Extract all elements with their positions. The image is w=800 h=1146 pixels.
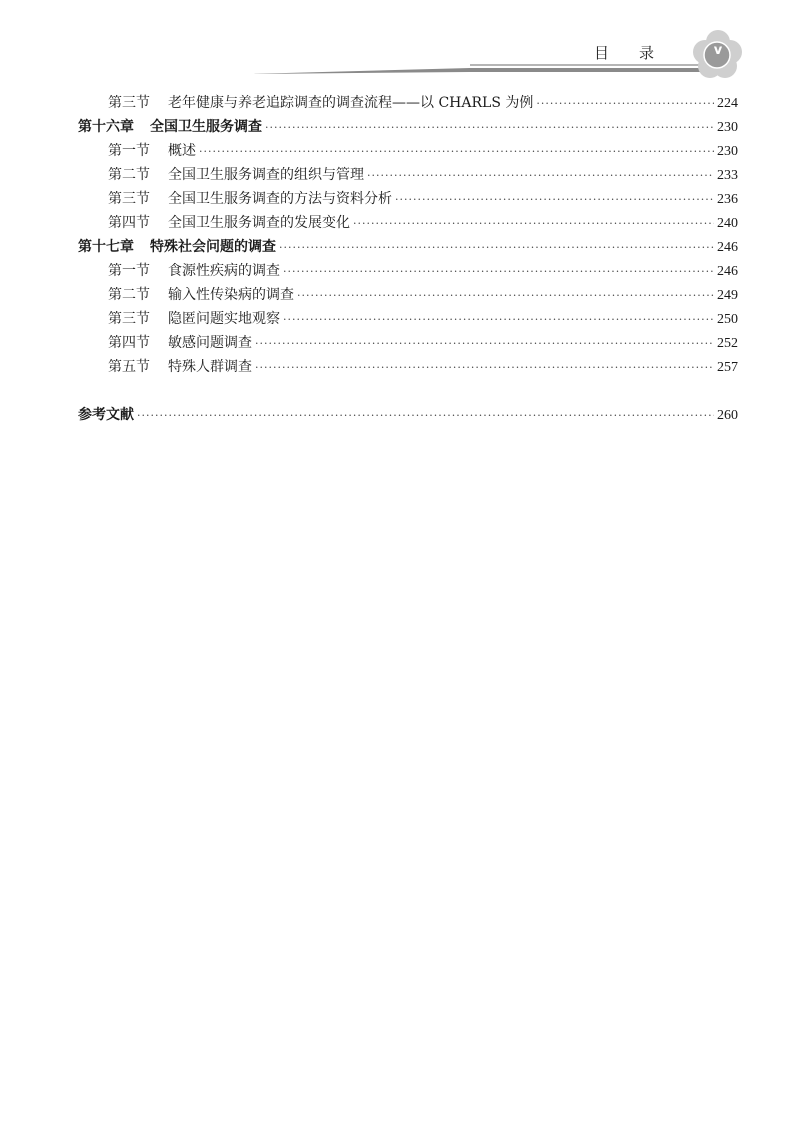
- toc-section-row[interactable]: [78, 307, 738, 331]
- toc-section-row[interactable]: [78, 355, 738, 379]
- toc-entry-title: [108, 259, 280, 283]
- toc-section-row[interactable]: [78, 259, 738, 283]
- toc-entry-title: [108, 307, 280, 331]
- toc-chapter-row[interactable]: [78, 235, 738, 259]
- toc-entry-label: 第一节: [108, 263, 150, 279]
- toc-entry-text: 参考文献: [78, 407, 134, 423]
- toc-page-number: 240: [717, 216, 738, 231]
- toc-entry-title: [108, 331, 252, 355]
- toc-section-row[interactable]: [78, 211, 738, 235]
- toc-entry-label: 第三节: [108, 95, 150, 111]
- toc-page-number: 249: [717, 288, 738, 303]
- toc-leader-dots: [367, 164, 714, 188]
- toc-page-number: 246: [717, 240, 738, 255]
- toc-page-number: 257: [717, 360, 738, 375]
- toc-page-number: 230: [717, 144, 738, 159]
- toc-entry-text: 全国卫生服务调查: [150, 119, 262, 135]
- toc-leader-dots: [255, 332, 714, 356]
- page-header: [0, 0, 800, 90]
- toc-entry-text: 特殊社会问题的调查: [150, 239, 276, 255]
- toc-page-number: 224: [717, 96, 738, 111]
- page-number-badge: v: [713, 43, 723, 58]
- toc-entry-label: 第三节: [108, 311, 150, 327]
- toc-entry-text: 敏感问题调查: [168, 335, 252, 351]
- toc-entry-title: [108, 91, 533, 115]
- toc-entry-text: 全国卫生服务调查的发展变化: [168, 215, 350, 231]
- toc-page-number: 246: [717, 264, 738, 279]
- toc-entry-text: 全国卫生服务调查的方法与资料分析: [168, 191, 392, 207]
- toc-page-number: 252: [717, 336, 738, 351]
- toc-entry-title: [108, 163, 364, 187]
- toc-entry-title: [78, 235, 276, 259]
- header-title: 目录: [593, 44, 684, 62]
- toc-entry-label: 第四节: [108, 215, 150, 231]
- toc-entry-title: [108, 187, 392, 211]
- toc-entry-title: [108, 283, 294, 307]
- toc-entry-label: 第十七章: [78, 239, 134, 255]
- toc-leader-dots: [536, 92, 714, 116]
- toc-section-row[interactable]: [78, 139, 738, 163]
- toc-entry-text: 隐匿问题实地观察: [168, 311, 280, 327]
- toc-entry-text: 输入性传染病的调查: [168, 287, 294, 303]
- toc-page-number: 260: [717, 408, 738, 423]
- toc-chapter-row[interactable]: [78, 403, 738, 427]
- toc-entry-text: 特殊人群调查: [168, 359, 252, 375]
- toc-entry-text: 老年健康与养老追踪调查的调查流程——以 CHARLS 为例: [168, 95, 534, 111]
- toc-chapter-row[interactable]: [78, 115, 738, 139]
- toc-leader-dots: [283, 308, 714, 332]
- toc-entry-title: [108, 355, 252, 379]
- toc-section-row[interactable]: [78, 331, 738, 355]
- toc-leader-dots: [279, 236, 714, 260]
- page-badge: [692, 28, 744, 80]
- toc-leader-dots: [199, 140, 714, 164]
- toc-page-number: 230: [717, 120, 738, 135]
- toc-entry-text: 全国卫生服务调查的组织与管理: [168, 167, 364, 183]
- toc-leader-dots: [297, 284, 714, 308]
- toc-leader-dots: [255, 356, 714, 380]
- toc-leader-dots: [137, 404, 714, 428]
- toc-section-row[interactable]: [78, 163, 738, 187]
- toc-entry-title: [78, 115, 262, 139]
- table-of-contents: [78, 91, 738, 427]
- toc-entry-label: 第一节: [108, 143, 150, 159]
- toc-page-number: 233: [717, 168, 738, 183]
- toc-entry-title: [78, 403, 134, 427]
- toc-entry-title: [108, 211, 350, 235]
- toc-section-row[interactable]: [78, 91, 738, 115]
- toc-page-number: 236: [717, 192, 738, 207]
- toc-leader-dots: [395, 188, 714, 212]
- toc-entry-label: 第二节: [108, 287, 150, 303]
- toc-entry-label: 第四节: [108, 335, 150, 351]
- toc-entry-text: 概述: [168, 143, 196, 159]
- toc-entry-label: 第十六章: [78, 119, 134, 135]
- toc-leader-dots: [283, 260, 714, 284]
- toc-entry-text: 食源性疾病的调查: [168, 263, 280, 279]
- toc-section-row[interactable]: [78, 283, 738, 307]
- toc-entry-label: 第五节: [108, 359, 150, 375]
- toc-section-row[interactable]: [78, 187, 738, 211]
- toc-entry-label: 第二节: [108, 167, 150, 183]
- toc-entry-label: 第三节: [108, 191, 150, 207]
- toc-leader-dots: [353, 212, 714, 236]
- toc-leader-dots: [265, 116, 714, 140]
- toc-page-number: 250: [717, 312, 738, 327]
- toc-entry-title: [108, 139, 196, 163]
